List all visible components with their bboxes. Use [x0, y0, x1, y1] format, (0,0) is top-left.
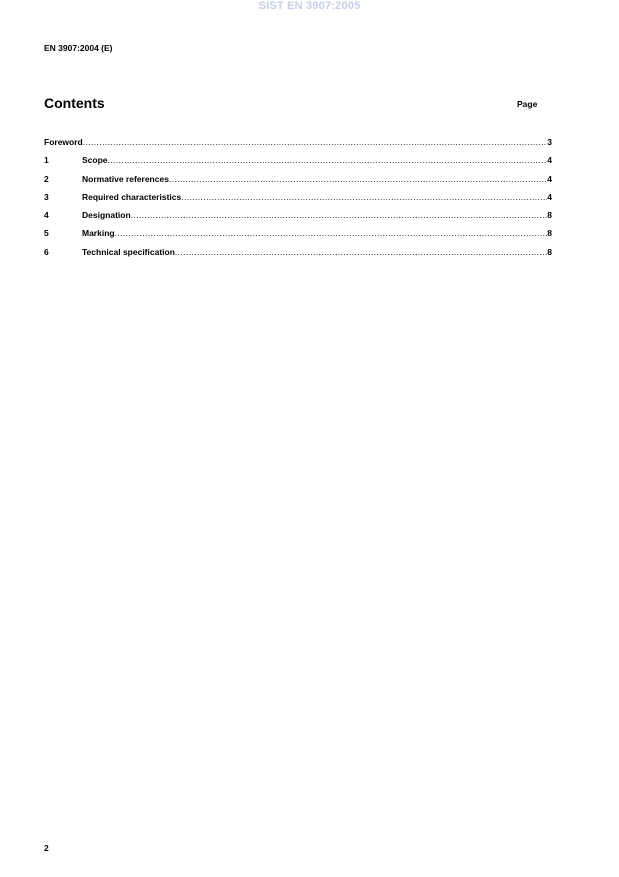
page-title: Contents	[44, 95, 105, 111]
toc-entry-number: 1	[44, 155, 49, 166]
toc-entry-page: 3	[547, 137, 552, 147]
toc-entry-page: 4	[547, 155, 552, 166]
toc-entry-title: Technical specification	[82, 246, 175, 257]
toc-entry-number: 5	[44, 228, 49, 239]
toc-entry-designation[interactable]	[44, 210, 552, 228]
toc-leader-dots	[169, 174, 547, 184]
toc-entry-page: 4	[547, 173, 552, 184]
toc-leader-dots	[131, 210, 548, 220]
toc-entry-scope[interactable]	[44, 155, 552, 173]
toc-entry-title: Foreword	[44, 137, 83, 147]
toc-leader-dots	[83, 137, 548, 147]
toc-entry-required-characteristics[interactable]	[44, 192, 552, 210]
toc-entry-title: Marking	[82, 228, 115, 239]
toc-entry-title: Designation	[82, 210, 131, 221]
toc-entry-title: Required characteristics	[82, 191, 182, 202]
page-number: 2	[44, 843, 49, 853]
toc-entry-title: Normative references	[82, 173, 169, 184]
toc-entry-title: Scope	[82, 155, 108, 166]
toc-entry-normative-references[interactable]	[44, 174, 552, 192]
toc-leader-dots	[175, 247, 547, 257]
toc-entry-technical-specification[interactable]	[44, 247, 552, 265]
toc-entry-page: 4	[547, 191, 552, 202]
watermark: SIST EN 3907:2005	[258, 0, 361, 12]
toc-entry-number: 2	[44, 173, 49, 184]
table-of-contents	[44, 137, 552, 265]
toc-entry-foreword[interactable]	[44, 137, 552, 155]
toc-entry-number: 3	[44, 191, 49, 202]
toc-leader-dots	[181, 192, 547, 202]
toc-entry-page: 8	[547, 210, 552, 221]
toc-leader-dots	[115, 228, 548, 238]
page-column-heading: Page	[517, 99, 538, 109]
toc-entry-marking[interactable]	[44, 228, 552, 246]
toc-entry-number: 6	[44, 246, 49, 257]
document-id: EN 3907:2004 (E)	[44, 43, 113, 53]
toc-entry-number: 4	[44, 210, 49, 221]
toc-entry-page: 8	[547, 228, 552, 239]
toc-leader-dots	[108, 155, 548, 165]
toc-entry-page: 8	[547, 246, 552, 257]
